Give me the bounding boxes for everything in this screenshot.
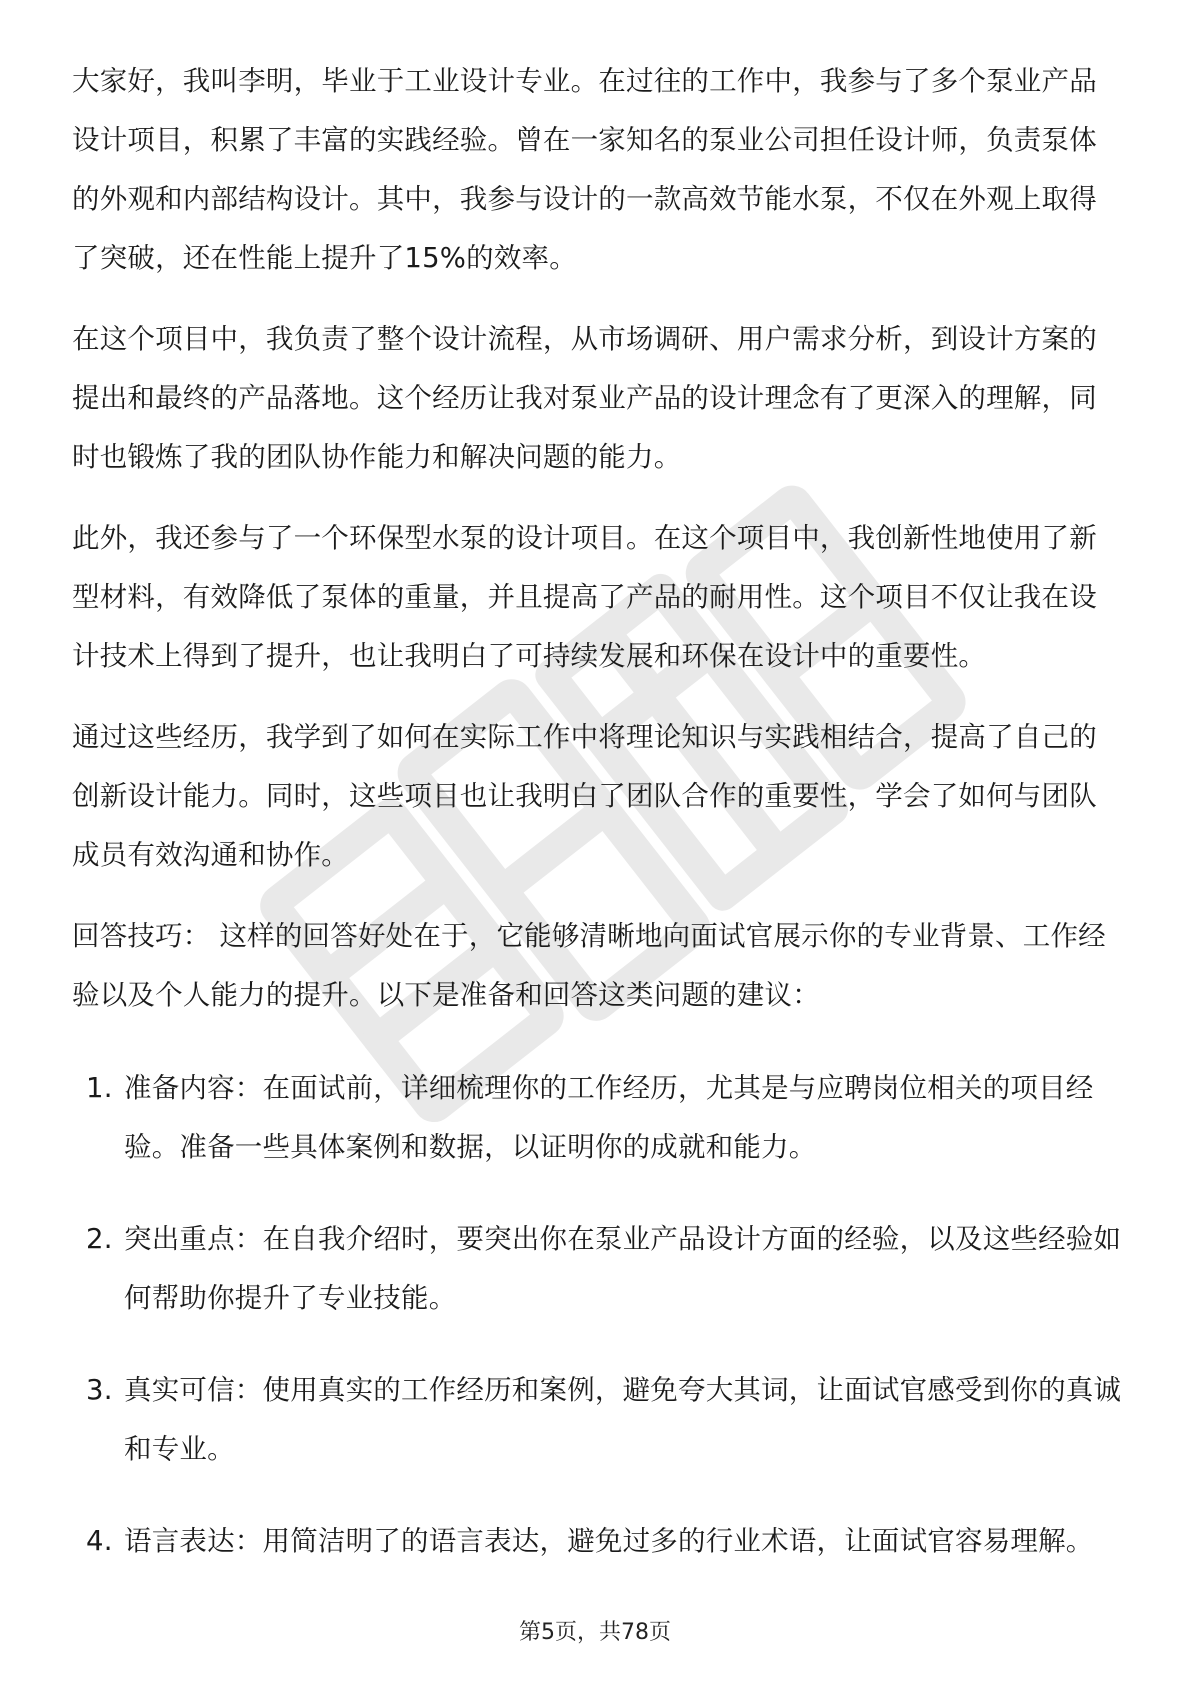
list-item-text: 语言表达：用简洁明了的语言表达，避免过多的行业术语，让面试官容易理解。 (124, 1525, 1094, 1557)
list-item-text: 准备内容：在面试前，详细梳理你的工作经历，尤其是与应聘岗位相关的项目经验。准备一些具体案例和数据，以证明你的成就和能力。 (124, 1072, 1094, 1163)
document-body (72, 52, 1122, 1604)
list-item-text: 真实可信：使用真实的工作经历和案例，避免夸大其词，让面试官感受到你的真诚和专业。 (124, 1374, 1122, 1465)
eco-project-paragraph: 此外，我还参与了一个环保型水泵的设计项目。在这个项目中，我创新性地使用了新型材料，有效降低了泵体的重量，并且提高了产品的耐用性。这个项目不仅让我在设计技术上得到了提升，也让我明白了可持续发展和环保在设计中的重要性。 (72, 522, 1097, 672)
answer-tips-paragraph: 回答技巧： 这样的回答好处在于，它能够清晰地向面试官展示你的专业背景、工作经验以及个人能力的提升。以下是准备和回答这类问题的建议： (72, 920, 1106, 1011)
page-number: 第5页，共78页 (519, 1620, 671, 1645)
tips-list (72, 1059, 1122, 1571)
project-paragraph: 在这个项目中，我负责了整个设计流程，从市场调研、用户需求分析，到设计方案的提出和最终的产品落地。这个经历让我对泵业产品的设计理念有了更深入的理解，同时也锻炼了我的团队协作能力和解决问题的能力。 (72, 323, 1097, 473)
list-number: 3. (86, 1374, 113, 1406)
list-item (72, 1210, 1122, 1328)
list-number: 4. (86, 1525, 113, 1557)
list-item (72, 1059, 1122, 1177)
list-item (72, 1512, 1122, 1571)
list-item-text: 突出重点：在自我介绍时，要突出你在泵业产品设计方面的经验，以及这些经验如何帮助你提升了专业技能。 (124, 1223, 1122, 1314)
list-number: 1. (86, 1072, 113, 1104)
lessons-paragraph: 通过这些经历，我学到了如何在实际工作中将理论知识与实践相结合，提高了自己的创新设计能力。同时，这些项目也让我明白了团队合作的重要性，学会了如何与团队成员有效沟通和协作。 (72, 721, 1097, 871)
list-number: 2. (86, 1223, 113, 1255)
intro-paragraph: 大家好，我叫李明，毕业于工业设计专业。在过往的工作中，我参与了多个泵业产品设计项目，积累了丰富的实践经验。曾在一家知名的泵业公司担任设计师，负责泵体的外观和内部结构设计。其中，我参与设计的一款高效节能水泵，不仅在外观上取得了突破，还在性能上提升了15%的效率。 (72, 65, 1097, 274)
list-item (72, 1361, 1122, 1479)
